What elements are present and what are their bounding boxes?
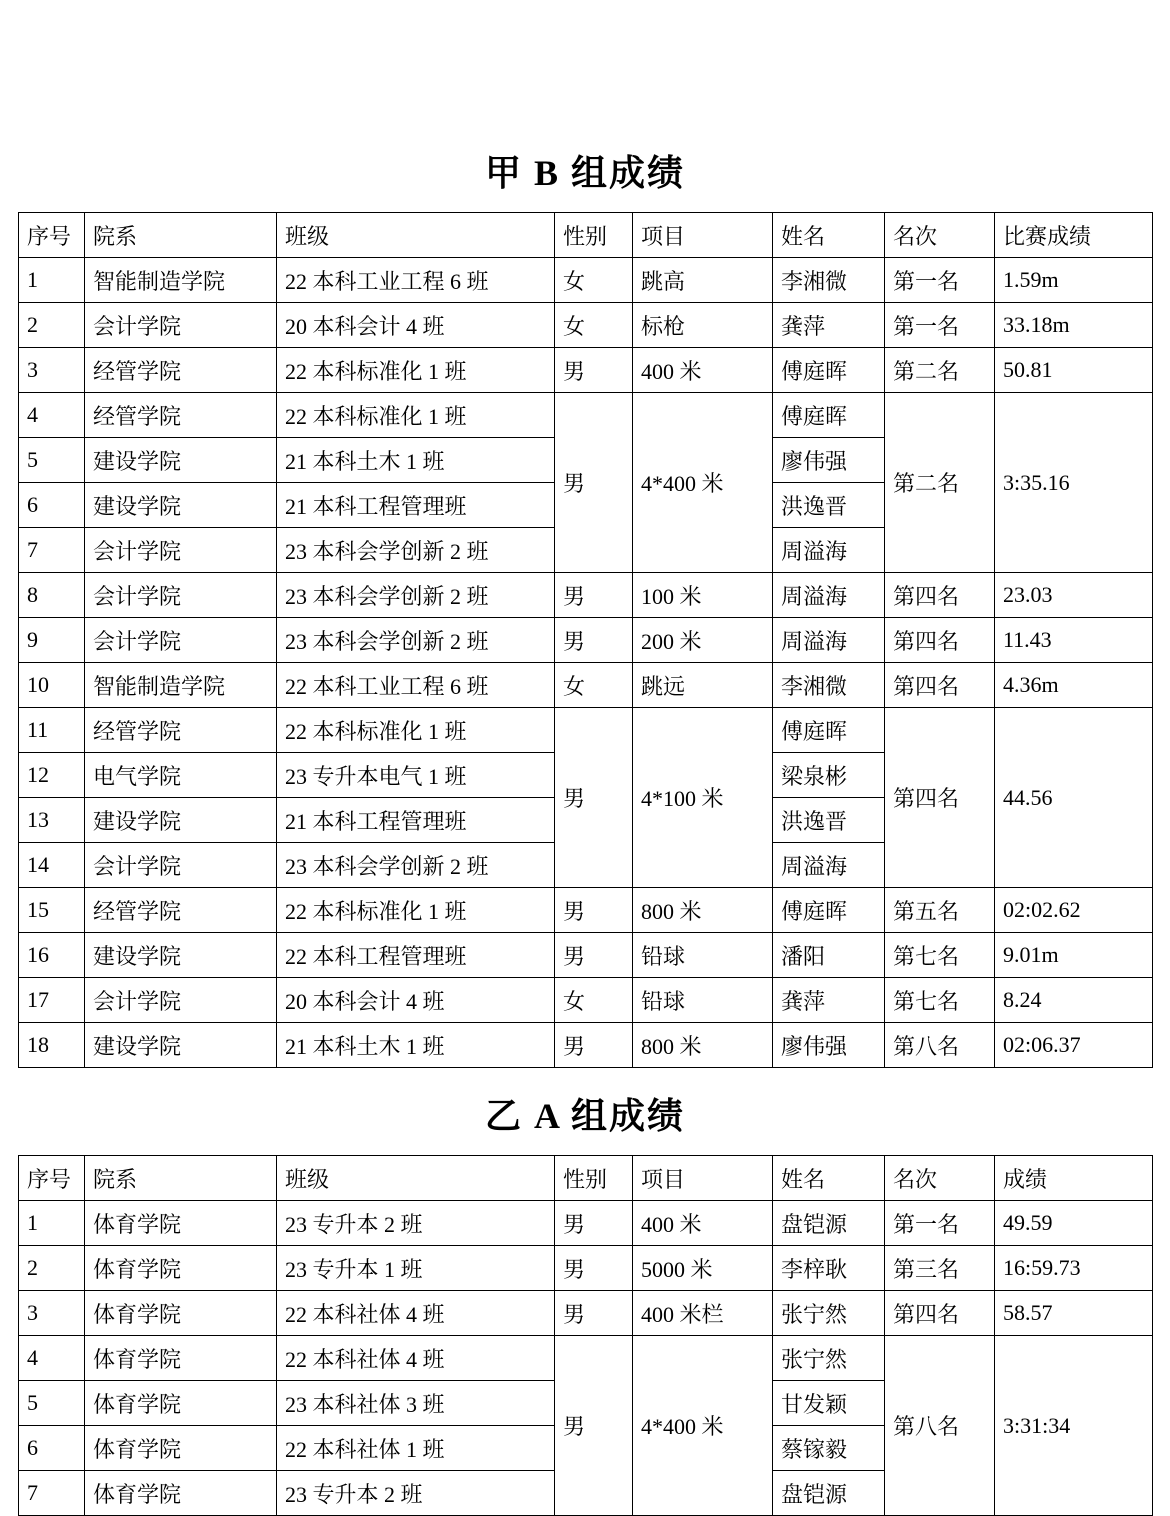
page-title-section2: 乙 A 组成绩 [484,1096,685,1136]
cell-department: 体育学院 [85,1201,277,1246]
cell-rank: 第一名 [885,1201,995,1246]
cell-class: 22 本科工程管理班 [277,933,555,978]
cell-gender: 男 [555,933,633,978]
cell-name: 傅庭晖 [773,348,885,393]
cell-gender: 女 [555,303,633,348]
table-row [19,1336,1153,1381]
table-row [19,618,1153,663]
cell-gender: 女 [555,663,633,708]
cell-name: 龚萍 [773,978,885,1023]
cell-class: 21 本科土木 1 班 [277,438,555,483]
cell-gender: 男 [555,618,633,663]
cell-department: 建设学院 [85,438,277,483]
cell-class: 23 本科会学创新 2 班 [277,528,555,573]
cell-class: 23 专升本电气 1 班 [277,753,555,798]
cell-gender: 男 [555,393,633,573]
cell-department: 会计学院 [85,303,277,348]
cell-class: 20 本科会计 4 班 [277,303,555,348]
cell-index: 9 [19,618,85,663]
cell-class: 22 本科标准化 1 班 [277,708,555,753]
cell-department: 智能制造学院 [85,663,277,708]
cell-name: 龚萍 [773,303,885,348]
column-header-name: 姓名 [773,213,885,258]
cell-class: 23 本科社体 3 班 [277,1381,555,1426]
cell-name: 傅庭晖 [773,708,885,753]
results-table-yi-a [18,1155,1153,1516]
cell-class: 22 本科工业工程 6 班 [277,663,555,708]
column-header-class: 班级 [277,1156,555,1201]
column-header-name: 姓名 [773,1156,885,1201]
cell-rank: 第八名 [885,1336,995,1516]
cell-department: 体育学院 [85,1426,277,1471]
cell-department: 会计学院 [85,978,277,1023]
cell-department: 会计学院 [85,573,277,618]
cell-name: 洪逸晋 [773,483,885,528]
cell-index: 5 [19,438,85,483]
cell-class: 23 本科会学创新 2 班 [277,573,555,618]
cell-index: 6 [19,483,85,528]
cell-index: 8 [19,573,85,618]
table-row [19,573,1153,618]
cell-event: 4*400 米 [633,393,773,573]
cell-rank: 第四名 [885,573,995,618]
cell-name: 廖伟强 [773,438,885,483]
cell-rank: 第二名 [885,348,995,393]
cell-class: 23 专升本 2 班 [277,1471,555,1516]
cell-gender: 男 [555,348,633,393]
cell-index: 15 [19,888,85,933]
cell-name: 周溢海 [773,573,885,618]
cell-event: 5000 米 [633,1246,773,1291]
cell-department: 会计学院 [85,528,277,573]
cell-score: 02:06.37 [995,1023,1153,1068]
cell-name: 周溢海 [773,618,885,663]
cell-index: 4 [19,1336,85,1381]
cell-name: 梁泉彬 [773,753,885,798]
cell-score: 58.57 [995,1291,1153,1336]
cell-gender: 男 [555,1246,633,1291]
cell-class: 22 本科社体 4 班 [277,1291,555,1336]
cell-name: 甘发颖 [773,1381,885,1426]
cell-class: 23 专升本 2 班 [277,1201,555,1246]
column-header-index: 序号 [19,1156,85,1201]
cell-index: 12 [19,753,85,798]
cell-rank: 第七名 [885,978,995,1023]
cell-score: 11.43 [995,618,1153,663]
table-row [19,708,1153,753]
cell-index: 13 [19,798,85,843]
cell-department: 体育学院 [85,1246,277,1291]
column-header-rank: 名次 [885,213,995,258]
cell-event: 400 米栏 [633,1291,773,1336]
cell-name: 周溢海 [773,528,885,573]
cell-index: 7 [19,528,85,573]
column-header-department: 院系 [85,1156,277,1201]
cell-department: 建设学院 [85,933,277,978]
cell-rank: 第五名 [885,888,995,933]
cell-index: 10 [19,663,85,708]
cell-class: 23 本科会学创新 2 班 [277,843,555,888]
cell-index: 14 [19,843,85,888]
cell-index: 4 [19,393,85,438]
cell-class: 23 专升本 1 班 [277,1246,555,1291]
cell-gender: 男 [555,1023,633,1068]
table-row [19,1246,1153,1291]
cell-class: 22 本科社体 4 班 [277,1336,555,1381]
table-body-jia-b [19,258,1153,1068]
cell-event: 100 米 [633,573,773,618]
cell-index: 3 [19,1291,85,1336]
column-header-event: 项目 [633,1156,773,1201]
table-row [19,303,1153,348]
cell-gender: 男 [555,573,633,618]
cell-score: 49.59 [995,1201,1153,1246]
cell-class: 22 本科标准化 1 班 [277,888,555,933]
column-header-score: 比赛成绩 [995,213,1153,258]
cell-index: 2 [19,303,85,348]
cell-event: 800 米 [633,888,773,933]
cell-rank: 第四名 [885,618,995,663]
cell-rank: 第四名 [885,663,995,708]
cell-score: 8.24 [995,978,1153,1023]
cell-name: 李湘微 [773,663,885,708]
cell-score: 3:35.16 [995,393,1153,573]
cell-score: 44.56 [995,708,1153,888]
cell-index: 18 [19,1023,85,1068]
cell-class: 20 本科会计 4 班 [277,978,555,1023]
cell-score: 1.59m [995,258,1153,303]
cell-rank: 第四名 [885,1291,995,1336]
table-row [19,1201,1153,1246]
cell-event: 4*100 米 [633,708,773,888]
cell-department: 体育学院 [85,1291,277,1336]
cell-name: 张宁然 [773,1336,885,1381]
cell-name: 盘铠源 [773,1471,885,1516]
cell-index: 1 [19,258,85,303]
cell-index: 2 [19,1246,85,1291]
column-header-event: 项目 [633,213,773,258]
column-header-index: 序号 [19,213,85,258]
column-header-department: 院系 [85,213,277,258]
cell-department: 电气学院 [85,753,277,798]
cell-event: 跳远 [633,663,773,708]
cell-event: 200 米 [633,618,773,663]
cell-department: 经管学院 [85,348,277,393]
table-header-row [19,1156,1153,1201]
cell-score: 33.18m [995,303,1153,348]
cell-department: 建设学院 [85,483,277,528]
column-header-rank: 名次 [885,1156,995,1201]
cell-name: 傅庭晖 [773,888,885,933]
column-header-score: 成绩 [995,1156,1153,1201]
cell-index: 16 [19,933,85,978]
cell-rank: 第二名 [885,393,995,573]
cell-class: 21 本科工程管理班 [277,798,555,843]
table-header-row [19,213,1153,258]
cell-name: 潘阳 [773,933,885,978]
results-table-jia-b [18,212,1153,1068]
cell-index: 1 [19,1201,85,1246]
cell-rank: 第七名 [885,933,995,978]
cell-event: 标枪 [633,303,773,348]
cell-event: 400 米 [633,348,773,393]
cell-score: 23.03 [995,573,1153,618]
cell-event: 铅球 [633,933,773,978]
column-header-class: 班级 [277,213,555,258]
cell-rank: 第四名 [885,708,995,888]
table-row [19,1023,1153,1068]
cell-rank: 第一名 [885,303,995,348]
table-row [19,1291,1153,1336]
cell-class: 22 本科工业工程 6 班 [277,258,555,303]
table-row [19,348,1153,393]
column-header-gender: 性别 [555,1156,633,1201]
table-row [19,258,1153,303]
table-body-yi-a [19,1201,1153,1516]
cell-index: 11 [19,708,85,753]
cell-class: 22 本科标准化 1 班 [277,393,555,438]
cell-department: 会计学院 [85,843,277,888]
cell-department: 体育学院 [85,1381,277,1426]
column-header-gender: 性别 [555,213,633,258]
cell-name: 张宁然 [773,1291,885,1336]
cell-name: 廖伟强 [773,1023,885,1068]
cell-event: 跳高 [633,258,773,303]
cell-score: 3:31:34 [995,1336,1153,1516]
cell-class: 22 本科社体 1 班 [277,1426,555,1471]
cell-event: 400 米 [633,1201,773,1246]
cell-gender: 女 [555,978,633,1023]
cell-department: 体育学院 [85,1471,277,1516]
cell-department: 建设学院 [85,1023,277,1068]
cell-gender: 男 [555,1291,633,1336]
cell-gender: 女 [555,258,633,303]
cell-score: 9.01m [995,933,1153,978]
table-row [19,663,1153,708]
cell-department: 经管学院 [85,888,277,933]
cell-department: 会计学院 [85,618,277,663]
cell-class: 23 本科会学创新 2 班 [277,618,555,663]
cell-index: 3 [19,348,85,393]
cell-department: 经管学院 [85,708,277,753]
cell-gender: 男 [555,1336,633,1516]
cell-gender: 男 [555,888,633,933]
cell-department: 建设学院 [85,798,277,843]
cell-department: 体育学院 [85,1336,277,1381]
cell-event: 4*400 米 [633,1336,773,1516]
cell-name: 李梓耿 [773,1246,885,1291]
cell-index: 7 [19,1471,85,1516]
cell-score: 02:02.62 [995,888,1153,933]
cell-index: 5 [19,1381,85,1426]
cell-score: 16:59.73 [995,1246,1153,1291]
cell-name: 蔡镓毅 [773,1426,885,1471]
cell-rank: 第三名 [885,1246,995,1291]
cell-department: 经管学院 [85,393,277,438]
cell-name: 李湘微 [773,258,885,303]
cell-name: 傅庭晖 [773,393,885,438]
cell-name: 周溢海 [773,843,885,888]
cell-rank: 第一名 [885,258,995,303]
table-row [19,393,1153,438]
page-title-section1: 甲 B 组成绩 [484,153,685,193]
cell-index: 17 [19,978,85,1023]
cell-gender: 男 [555,708,633,888]
cell-event: 800 米 [633,1023,773,1068]
cell-score: 50.81 [995,348,1153,393]
cell-name: 盘铠源 [773,1201,885,1246]
cell-index: 6 [19,1426,85,1471]
cell-rank: 第八名 [885,1023,995,1068]
cell-class: 22 本科标准化 1 班 [277,348,555,393]
cell-name: 洪逸晋 [773,798,885,843]
cell-department: 智能制造学院 [85,258,277,303]
cell-event: 铅球 [633,978,773,1023]
table-row [19,888,1153,933]
cell-gender: 男 [555,1201,633,1246]
cell-score: 4.36m [995,663,1153,708]
table-row [19,978,1153,1023]
cell-class: 21 本科工程管理班 [277,483,555,528]
cell-class: 21 本科土木 1 班 [277,1023,555,1068]
table-row [19,933,1153,978]
